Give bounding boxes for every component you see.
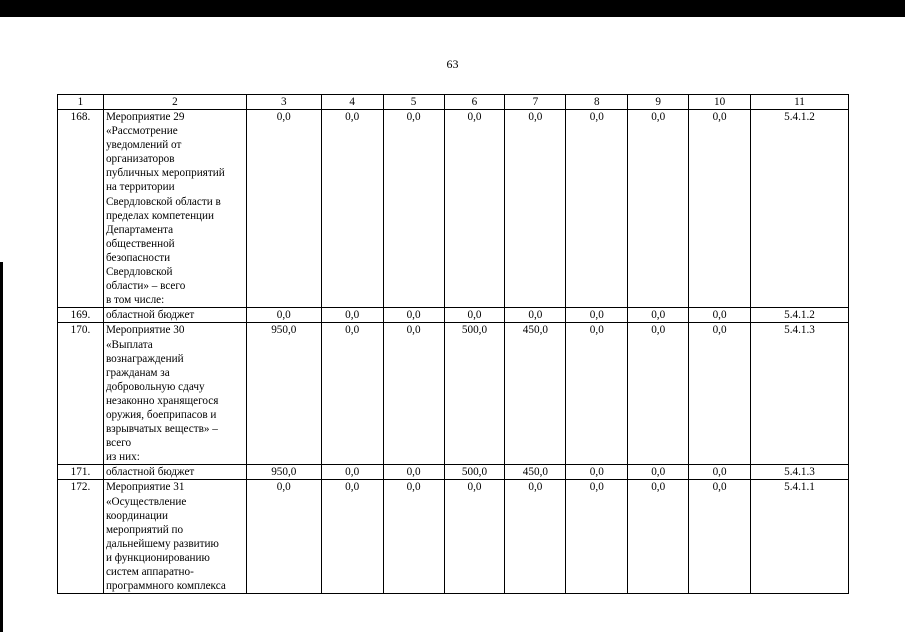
value-cell: 0,0 [689,110,751,308]
value-cell: 0,0 [444,308,505,323]
value-cell: 0,0 [321,480,383,594]
column-header-3: 3 [246,95,321,110]
value-cell: 450,0 [505,465,566,480]
table-container [57,94,849,600]
target-code: 5.4.1.2 [751,110,849,308]
column-header-11: 11 [751,95,849,110]
budget-table [57,94,849,594]
value-cell: 0,0 [383,110,444,308]
value-cell: 0,0 [383,308,444,323]
row-number: 172. [58,480,104,594]
scan-top-edge [0,0,905,17]
activity-name: областной бюджет [103,308,246,323]
target-code: 5.4.1.1 [751,480,849,594]
value-cell: 0,0 [321,465,383,480]
row-number: 168. [58,110,104,308]
column-header-1: 1 [58,95,104,110]
activity-name: Мероприятие 29 «Рассмотрение уведомлений от организаторов публичных мероприятий на территории Свердловской области в пределах компетенции Департамента общественной безопасности Свердловской области» – всего в том числе: [103,110,246,308]
value-cell: 950,0 [246,323,321,465]
table-body [58,95,849,594]
value-cell: 0,0 [628,323,689,465]
row-number: 171. [58,465,104,480]
value-cell: 0,0 [246,110,321,308]
value-cell: 0,0 [566,465,628,480]
value-cell: 500,0 [444,323,505,465]
activity-name: Мероприятие 31 «Осуществление координации мероприятий по дальнейшему развитию и функционированию систем аппаратно- программного комплекса [103,480,246,594]
column-header-6: 6 [444,95,505,110]
column-header-7: 7 [505,95,566,110]
value-cell: 0,0 [566,308,628,323]
row-number: 170. [58,323,104,465]
value-cell: 0,0 [444,480,505,594]
value-cell: 0,0 [566,480,628,594]
target-code: 5.4.1.3 [751,465,849,480]
table-row [58,480,849,594]
header-row [58,95,849,110]
activity-name: областной бюджет [103,465,246,480]
target-code: 5.4.1.2 [751,308,849,323]
value-cell: 0,0 [383,323,444,465]
value-cell: 0,0 [383,480,444,594]
column-header-10: 10 [689,95,751,110]
table-row [58,308,849,323]
value-cell: 0,0 [566,110,628,308]
target-code: 5.4.1.3 [751,323,849,465]
table-row [58,323,849,465]
value-cell: 0,0 [444,110,505,308]
value-cell: 0,0 [246,308,321,323]
row-number: 169. [58,308,104,323]
value-cell: 0,0 [246,480,321,594]
value-cell: 0,0 [628,480,689,594]
value-cell: 950,0 [246,465,321,480]
value-cell: 0,0 [505,480,566,594]
column-header-2: 2 [103,95,246,110]
column-header-9: 9 [628,95,689,110]
column-header-8: 8 [566,95,628,110]
activity-name: Мероприятие 30 «Выплата вознаграждений гражданам за добровольную сдачу незаконно хранящегося оружия, боеприпасов и взрывчатых веществ» – всего из них: [103,323,246,465]
value-cell: 0,0 [689,308,751,323]
column-header-4: 4 [321,95,383,110]
column-header-5: 5 [383,95,444,110]
page-number: 63 [446,57,459,71]
value-cell: 0,0 [505,110,566,308]
value-cell: 0,0 [321,110,383,308]
value-cell: 0,0 [505,308,566,323]
value-cell: 0,0 [321,323,383,465]
table-row [58,110,849,308]
value-cell: 0,0 [689,480,751,594]
value-cell: 0,0 [628,110,689,308]
value-cell: 0,0 [689,323,751,465]
table-row [58,465,849,480]
value-cell: 0,0 [628,465,689,480]
value-cell: 0,0 [628,308,689,323]
value-cell: 0,0 [689,465,751,480]
value-cell: 0,0 [321,308,383,323]
value-cell: 0,0 [566,323,628,465]
value-cell: 0,0 [383,465,444,480]
scan-left-edge [0,262,3,632]
value-cell: 500,0 [444,465,505,480]
value-cell: 450,0 [505,323,566,465]
